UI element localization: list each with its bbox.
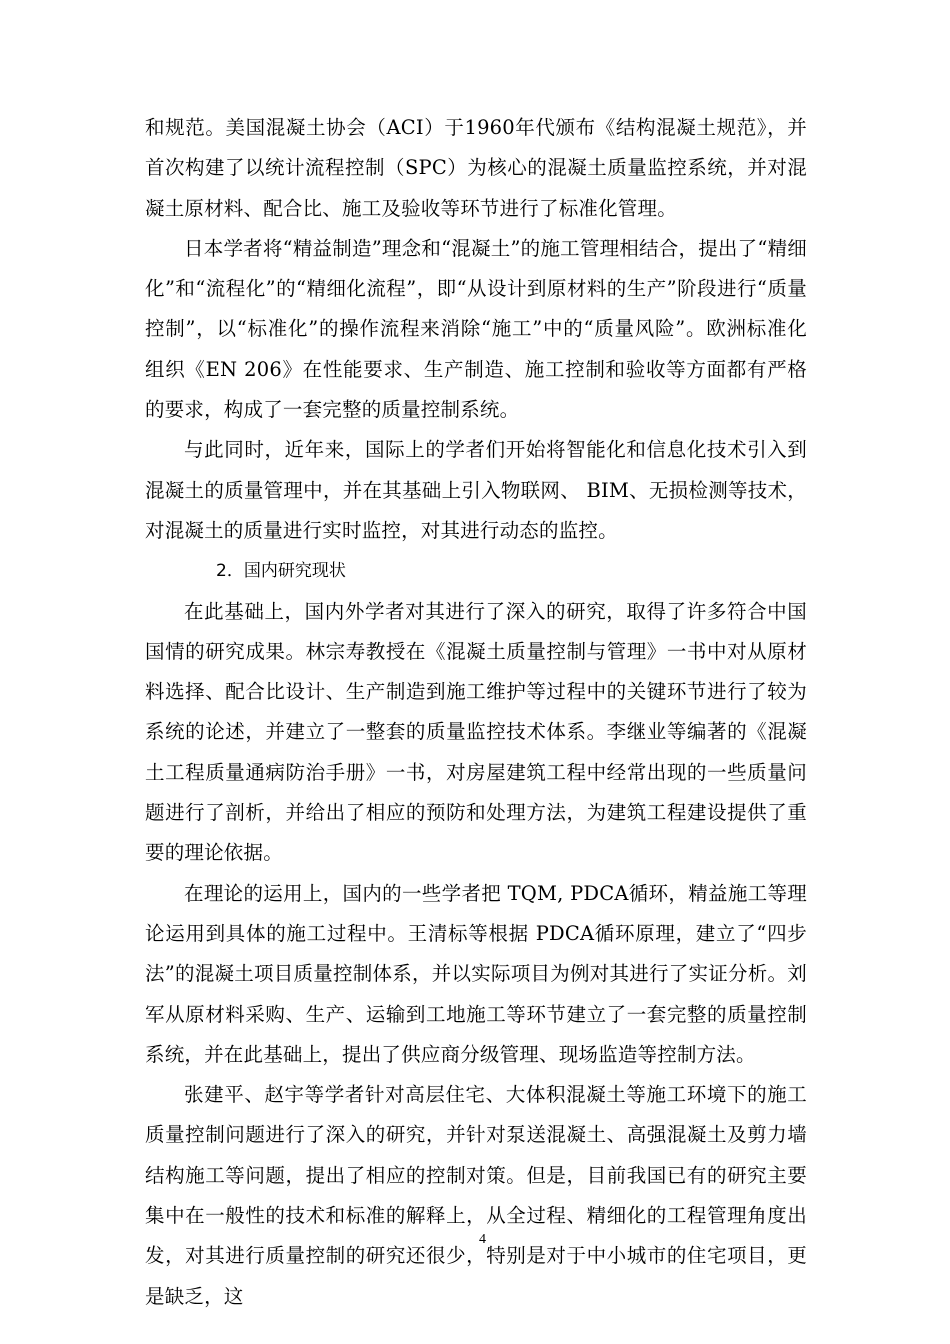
paragraph-domestic-overview: 在此基础上，国内外学者对其进行了深入的研究，取得了许多符合中国国情的研究成果。林宗寿教授在《混凝土质量控制与管理》一书中对从原材料选择、配合比设计、生产制造到施工维护等过程中的关键环节进行了较为系统的论述，并建立了一整套的质量监控技术体系。李继业等编著的《混凝土工程质量通病防治手册》一书，对房屋建筑工程中经常出现的一些质量问题进行了剖析，并给出了相应的预防和处理方法，为建筑工程建设提供了重要的理论依据。 [145,599,807,865]
document-body [145,108,807,1317]
paragraph-japan-research: 日本学者将“精益制造”理念和“混凝土”的施工管理相结合，提出了“精细化”和“流程化”的“精细化流程”，即“从设计到原材料的生产”阶段进行“质量控制”，以“标准化”的操作流程来消除“施工”中的“质量风险”。欧洲标准化组织《EN 206》在性能要求、生产制造、施工控制和验收等方面都有严格的要求，构成了一套完整的质量控制系统。 [145,236,807,422]
paragraph-intelligent-tech: 与此同时，近年来，国际上的学者们开始将智能化和信息化技术引入到混凝土的质量管理中，并在其基础上引入物联网、 BIM、无损检测等技术，对混凝土的质量进行实时监控，对其进行动态的监控。 [145,438,807,542]
paragraph-research-gaps: 张建平、赵宇等学者针对高层住宅、大体积混凝土等施工环境下的施工质量控制问题进行了深入的研究，并针对泵送混凝土、高强混凝土及剪力墙结构施工等问题，提出了相应的控制对策。但是，目前我国已有的研究主要集中在一般性的技术和标准的解释上，从全过程、精细化的工程管理角度出发，对其进行质量控制的研究还很少，特别是对于中小城市的住宅项目，更是缺乏，这 [145,1083,807,1308]
paragraph-continuation: 和规范。美国混凝土协会（ACI）于1960年代颁布《结构混凝土规范》，并首次构建了以统计流程控制（SPC）为核心的混凝土质量监控系统，并对混凝土原材料、配合比、施工及验收等环节进行了标准化管理。 [145,116,807,220]
paragraph-theory-application: 在理论的运用上，国内的一些学者把 TQM, PDCA循环，精益施工等理论运用到具体的施工过程中。王清标等根据 PDCA循环原理，建立了“四步法”的混凝土项目质量控制体系，并以实际项目为例对其进行了实证分析。刘军从原材料采购、生产、运输到工地施工等环节建立了一套完整的质量控制系统，并在此基础上，提出了供应商分级管理、现场监造等控制方法。 [145,881,807,1066]
page-number: 4 [479,1232,486,1247]
section-heading-domestic-research: 2．国内研究现状 [216,561,346,582]
